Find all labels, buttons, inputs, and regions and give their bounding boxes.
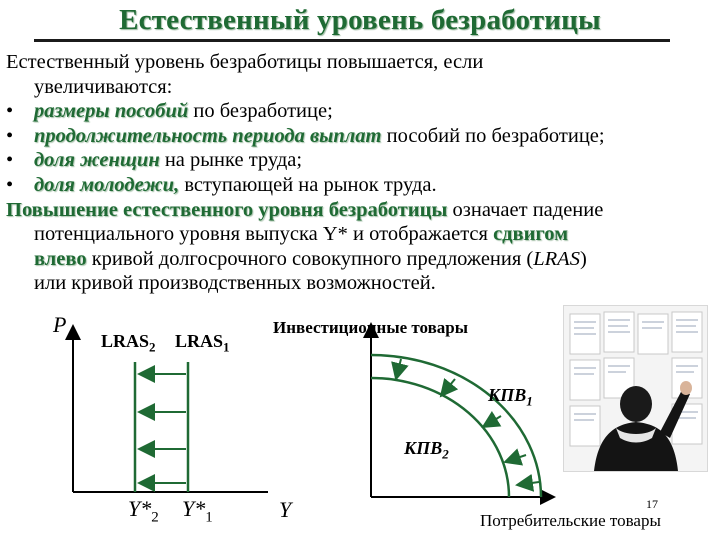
ppf-shift-arrow (396, 359, 401, 379)
ppf-shift-arrow (517, 482, 539, 485)
paragraph-2-line-3 (6, 247, 718, 272)
lras1-text: LRAS (175, 331, 224, 351)
ppf-y-axis-label: Инвестиционные товары (273, 318, 469, 337)
page-number: 17 (646, 497, 658, 511)
p2-highlight: Повышение естественного уровня безработицы (6, 198, 448, 221)
kpv2-text: КПВ (404, 438, 443, 458)
slide-body (6, 50, 718, 296)
p2-lras: LRAS (533, 247, 580, 270)
p1-text-2: увеличиваются: (34, 75, 173, 98)
bullet-highlight: размеры пособий (34, 100, 189, 123)
ppf-outer-curve (371, 355, 541, 497)
lras2-text: LRAS (101, 331, 150, 351)
bullet-text: по безработице; (188, 100, 333, 123)
p1-text: Естественный уровень безработицы повышается, если (6, 51, 484, 73)
slide-title: Естественный уровень безработицы (119, 4, 601, 36)
p2-text: кривой долгосрочного совокупного предложения ( (86, 247, 534, 270)
y-star-2-text: Y* (128, 496, 152, 521)
kpv1-text: КПВ (488, 385, 527, 405)
p2-text: ) (579, 247, 587, 270)
kpv1-label (488, 385, 533, 410)
bullet-highlight: доля молодежи, (34, 173, 180, 196)
lras-y-axis-label: P (53, 312, 67, 337)
ppf-x-axis-label: Потребительские товары (480, 511, 661, 530)
p2-text: или кривой производственных возможностей. (34, 272, 436, 295)
paragraph-2-line-2 (6, 222, 718, 247)
bullet-text: вступающей на рынок труда. (179, 173, 437, 196)
y-star-2-sub: 2 (151, 509, 159, 526)
ppf-shift-arrow (441, 379, 455, 396)
paragraph-1-line-2 (6, 75, 718, 100)
bullet-item (6, 173, 718, 198)
y-star-1-label (182, 496, 213, 526)
paragraph-1-line-1 (6, 50, 718, 75)
bullet-marker: • (6, 100, 14, 123)
p2-text: означает падение (447, 198, 604, 221)
lras-shift-arrows (139, 374, 186, 483)
lras2-label (101, 331, 156, 356)
bullet-item (6, 124, 718, 149)
kpv2-sub: 2 (442, 446, 449, 462)
bullet-marker: • (6, 173, 14, 196)
bullet-marker: • (6, 124, 14, 147)
person-at-notice-board-photo (563, 305, 708, 472)
ppf-shift-arrow (505, 455, 526, 462)
lras1-label (175, 331, 230, 356)
bullet-marker: • (6, 149, 14, 172)
ppf-shift-arrows (396, 359, 539, 485)
lras-x-axis-label: Y (279, 497, 292, 522)
bullet-highlight: продолжительность периода выплат (34, 124, 382, 147)
bullet-item (6, 148, 718, 173)
y-star-2-label (128, 496, 159, 526)
bullet-text: на рынке труда; (159, 149, 303, 172)
ppf-shift-arrow (483, 416, 501, 427)
p2-text: потенциального уровня выпуска Y* и отображается (34, 223, 494, 246)
lras1-sub: 1 (223, 339, 230, 355)
y-star-1-text: Y* (182, 496, 206, 521)
bullet-text: пособий по безработице; (381, 124, 605, 147)
bullet-item (6, 99, 718, 124)
y-star-1-sub: 1 (205, 509, 213, 526)
p2-highlight-shift: сдвигом (493, 223, 569, 246)
paragraph-2-line-4 (6, 271, 718, 296)
kpv2-label (404, 438, 449, 463)
kpv1-sub: 1 (526, 393, 533, 409)
p2-highlight-left: влево (34, 247, 87, 270)
bullet-highlight: доля женщин (34, 149, 160, 172)
paragraph-2-line-1 (6, 198, 718, 223)
title-divider (34, 39, 670, 42)
lras2-sub: 2 (149, 339, 156, 355)
